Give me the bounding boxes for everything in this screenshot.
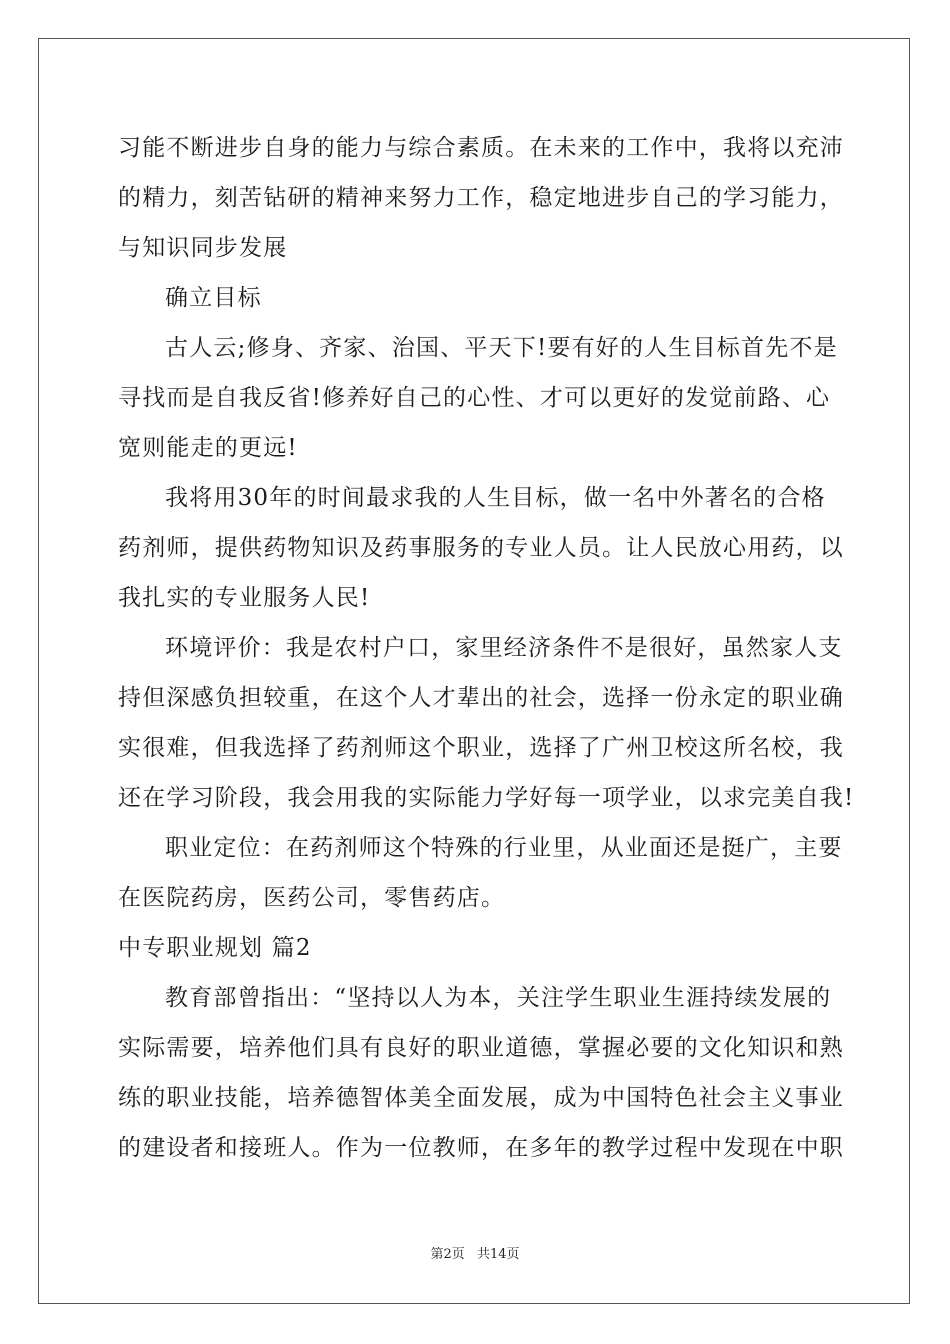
paragraph-line: 我扎实的专业服务人民!	[118, 585, 371, 611]
paragraph-line: 持但深感负担较重，在这个人才辈出的社会，选择一份永定的职业确	[118, 685, 844, 711]
paragraph-line: 在医院药房，医药公司，零售药店。	[118, 885, 506, 911]
paragraph-line: 的建设者和接班人。作为一位教师，在多年的教学过程中发现在中职	[118, 1135, 844, 1161]
paragraph-line: 药剂师，提供药物知识及药事服务的专业人员。让人民放心用药，以	[118, 535, 844, 561]
paragraph-line: 寻找而是自我反省!修养好自己的心性、才可以更好的发觉前路、心	[118, 385, 831, 411]
paragraph-line: 环境评价：我是农村户口，家里经济条件不是很好，虽然家人支	[165, 635, 843, 661]
paragraph-line: 的精力，刻苦钻研的精神来努力工作，稳定地进步自己的学习能力，	[118, 185, 844, 211]
paragraph-line: 我将用30年的时间最求我的人生目标，做一名中外著名的合格	[165, 485, 826, 511]
paragraph-line: 实际需要，培养他们具有良好的职业道德，掌握必要的文化知识和熟	[118, 1035, 844, 1061]
page-number: 第2页	[430, 1247, 465, 1262]
page-total: 共14页	[476, 1247, 520, 1262]
paragraph-line: 还在学习阶段，我会用我的实际能力学好每一项学业，以求完美自我!	[118, 785, 855, 811]
article-heading: 中专职业规划 篇2	[118, 935, 312, 961]
paragraph-line: 职业定位：在药剂师这个特殊的行业里，从业面还是挺广，主要	[165, 835, 843, 861]
paragraph-line: 宽则能走的更远!	[118, 435, 298, 461]
page-footer	[0, 1247, 950, 1263]
paragraph-line: 练的职业技能，培养德智体美全面发展，成为中国特色社会主义事业	[118, 1085, 844, 1111]
page-border	[38, 38, 910, 1304]
paragraph-line: 实很难，但我选择了药剂师这个职业，选择了广州卫校这所名校，我	[118, 735, 844, 761]
paragraph-line: 习能不断进步自身的能力与综合素质。在未来的工作中，我将以充沛	[118, 135, 844, 161]
paragraph-line: 教育部曾指出：“坚持以人为本，关注学生职业生涯持续发展的	[165, 985, 832, 1011]
paragraph-line: 与知识同步发展	[118, 235, 288, 261]
paragraph-line: 古人云;修身、齐家、治国、平天下!要有好的人生目标首先不是	[165, 335, 838, 361]
section-heading: 确立目标	[165, 285, 262, 311]
